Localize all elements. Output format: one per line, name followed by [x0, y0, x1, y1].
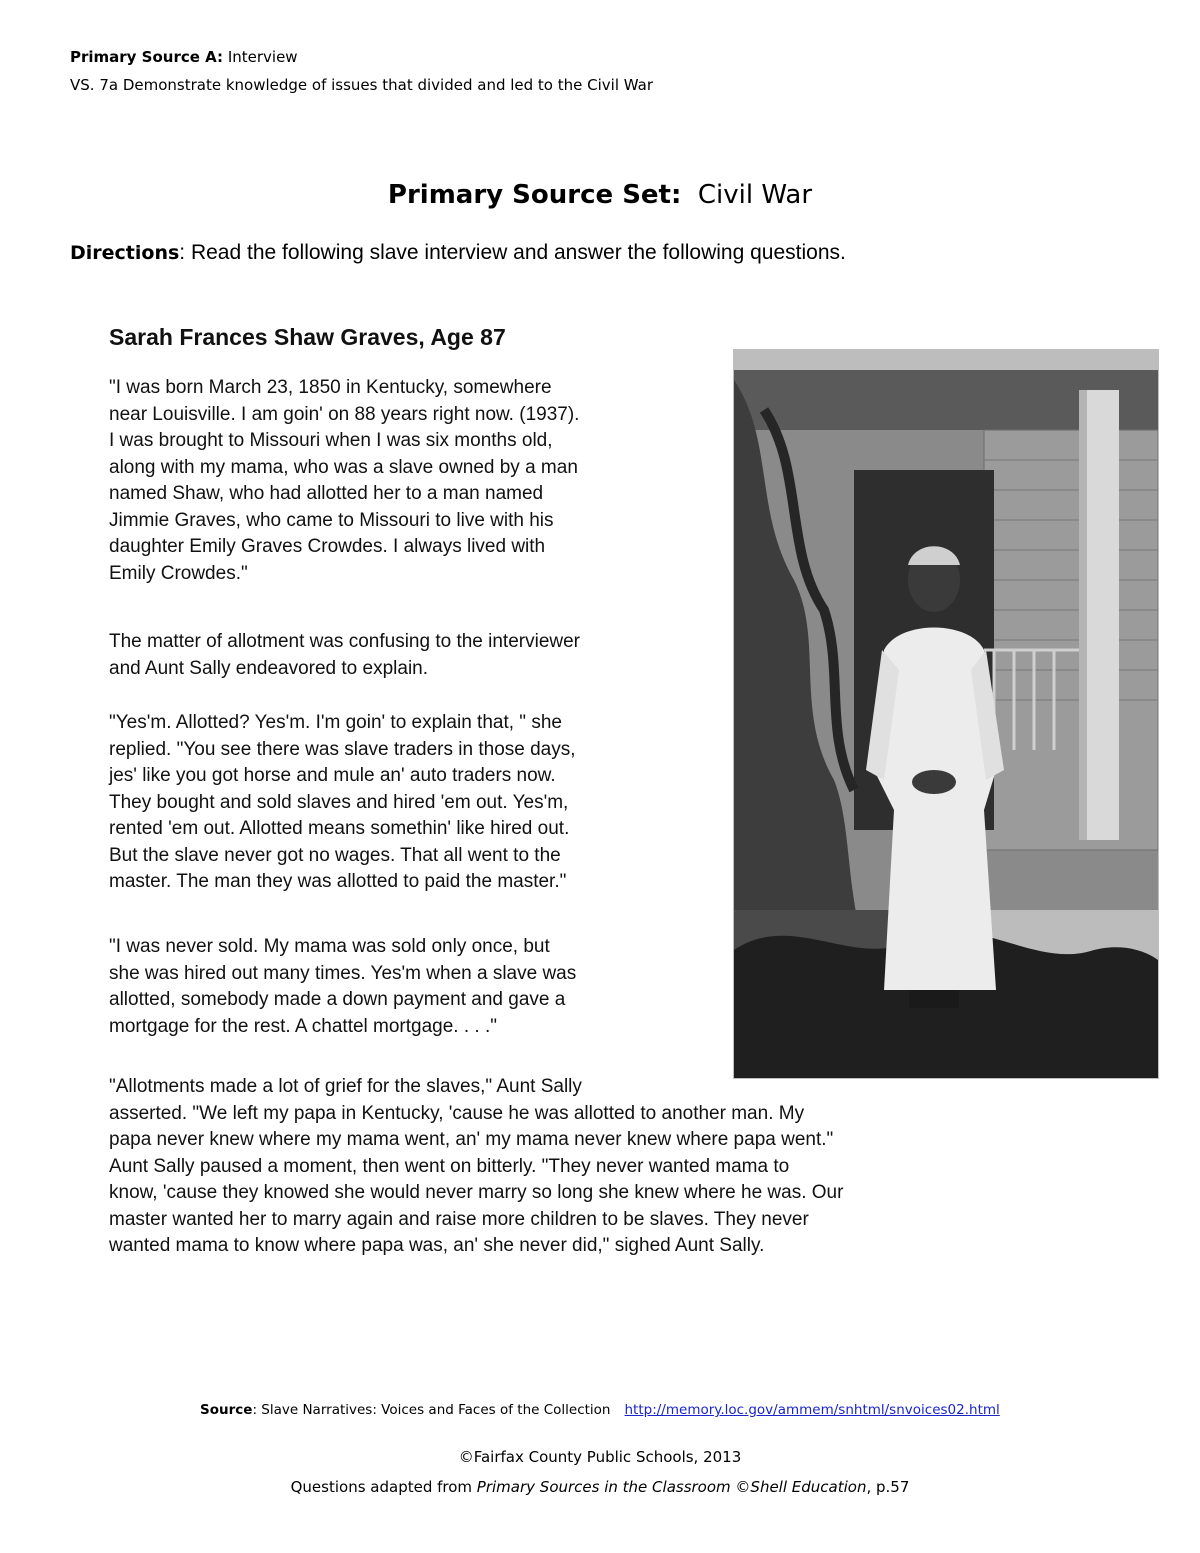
- text-line: They bought and sold slaves and hired 'em out. Yes'm,: [109, 791, 569, 813]
- text-line: master wanted her to marry again and raise more children to be slaves. They never: [109, 1208, 809, 1230]
- copyright-line: ©Fairfax County Public Schools, 2013: [458, 1448, 742, 1466]
- source-citation: [200, 1401, 1000, 1419]
- source-text: : Slave Narratives: Voices and Faces of the Collection: [252, 1402, 611, 1418]
- text-line: Aunt Sally paused a moment, then went on bitterly. "They never wanted mama to: [109, 1155, 790, 1177]
- source-link[interactable]: http://memory.loc.gov/ammem/snhtml/snvoices02.html: [624, 1402, 1000, 1418]
- interview-paragraph: [109, 1074, 843, 1260]
- adapted-prefix: Questions adapted from: [290, 1478, 477, 1496]
- directions-text: : Read the following slave interview and answer the following questions.: [179, 241, 846, 264]
- text-line: jes' like you got horse and mule an' auto traders now.: [109, 765, 556, 786]
- text-line: asserted. "We left my papa in Kentucky, 'cause he was allotted to another man. My: [109, 1102, 805, 1124]
- directions: [70, 239, 846, 267]
- text-line: "Yes'm. Allotted? Yes'm. I'm goin' to explain that, " she: [109, 712, 562, 733]
- interview-paragraph: [109, 629, 580, 682]
- source-label: Source: [200, 1402, 253, 1418]
- text-line: The matter of allotment was confusing to the interviewer: [109, 631, 581, 652]
- text-line: Emily Crowdes.": [109, 562, 248, 584]
- adapted-book: Primary Sources in the Classroom: [476, 1478, 731, 1496]
- interview-paragraph: [109, 375, 579, 587]
- directions-label: Directions: [70, 242, 180, 264]
- interviewee-photograph: [733, 349, 1159, 1079]
- title-value: Civil War: [697, 180, 813, 210]
- adapted-suffix: , p.57: [866, 1478, 910, 1496]
- text-line: named Shaw, who had allotted her to a man named: [109, 483, 544, 504]
- text-line: know, 'cause they knowed she would never marry so long she knew where he was. Our: [109, 1182, 844, 1203]
- text-line: along with my mama, who was a slave owned by a man: [109, 456, 578, 478]
- source-type-line: [70, 47, 298, 67]
- text-line: "Allotments made a lot of grief for the slaves," Aunt Sally: [109, 1076, 582, 1097]
- text-line: "I was born March 23, 1850 in Kentucky, somewhere: [109, 377, 552, 398]
- adapted-publisher: ©Shell Education: [730, 1478, 867, 1496]
- text-line: and Aunt Sally endeavored to explain.: [109, 657, 429, 679]
- text-line: "I was never sold. My mama was sold only once, but: [109, 936, 550, 957]
- text-line: daughter Emily Graves Crowdes. I always lived with: [109, 536, 546, 557]
- text-line: mortgage for the rest. A chattel mortgage. . . .": [109, 1015, 497, 1037]
- photograph-illustration: [734, 350, 1158, 1078]
- text-line: Jimmie Graves, who came to Missouri to live with his: [109, 509, 554, 531]
- text-line: I was brought to Missouri when I was six months old,: [109, 430, 553, 451]
- text-line: master. The man they was allotted to paid the master.": [109, 871, 567, 892]
- text-line: replied. "You see there was slave traders in those days,: [109, 738, 576, 760]
- title-label: Primary Source Set:: [387, 180, 682, 210]
- standard-line: VS. 7a Demonstrate knowledge of issues that divided and led to the Civil War: [70, 76, 653, 94]
- text-line: she was hired out many times. Yes'm when a slave was: [109, 962, 577, 984]
- text-line: wanted mama to know where papa was, an' she never did," sighed Aunt Sally.: [109, 1235, 765, 1256]
- text-line: rented 'em out. Allotted means somethin' like hired out.: [109, 818, 570, 839]
- text-line: allotted, somebody made a down payment and gave a: [109, 989, 566, 1010]
- source-label: Primary Source A:: [70, 48, 224, 66]
- interview-paragraph: [109, 710, 576, 896]
- interviewee-heading: Sarah Frances Shaw Graves, Age 87: [109, 324, 506, 350]
- text-line: near Louisville. I am goin' on 88 years right now. (1937).: [109, 403, 580, 425]
- interview-paragraph: [109, 934, 576, 1040]
- text-line: papa never knew where my mama went, an' my mama never knew where papa went.": [109, 1129, 834, 1150]
- adapted-line: [0, 1476, 1200, 1498]
- source-type: Interview: [227, 48, 298, 66]
- text-line: But the slave never got no wages. That all went to the: [109, 844, 561, 866]
- page-title: [0, 178, 1200, 212]
